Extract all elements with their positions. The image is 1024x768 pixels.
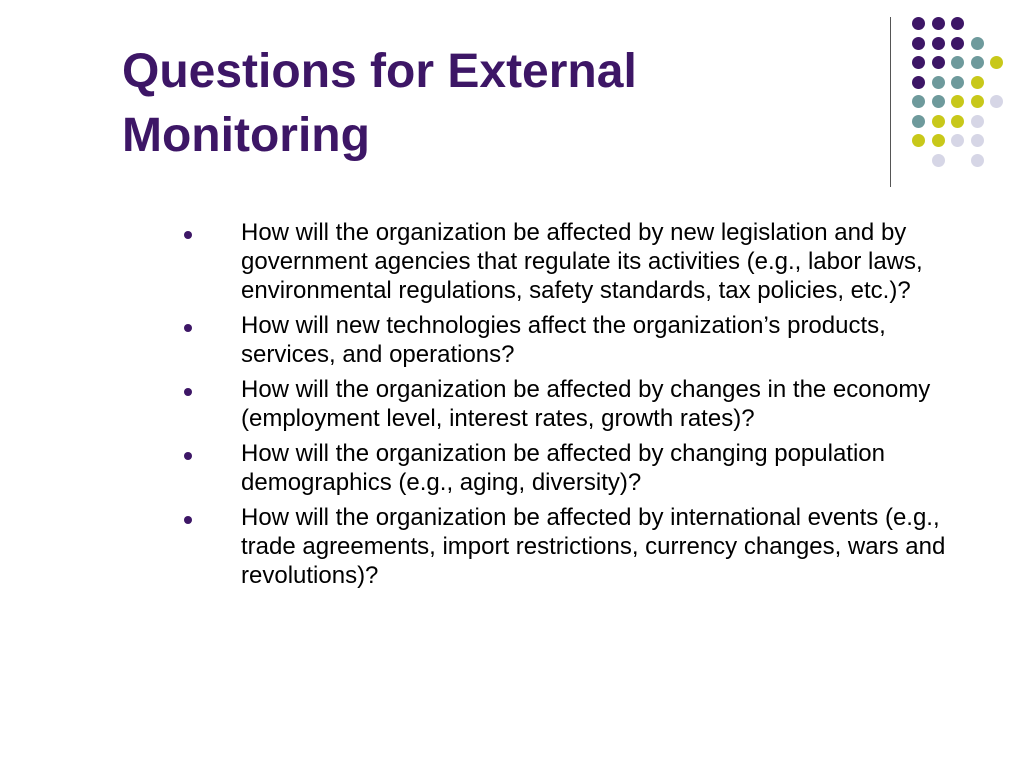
decorative-dot (912, 37, 925, 50)
decorative-dot (971, 134, 984, 147)
title-divider-line (890, 17, 891, 187)
bullet-text: How will the organization be affected by international events (e.g., trade agreements, import restrictions, currency changes, wars and revolutions)? (241, 504, 946, 589)
bullet-item (180, 503, 950, 590)
decorative-dot (951, 95, 964, 108)
slide-title-line-2: Monitoring (122, 109, 370, 162)
decorative-dot (912, 76, 925, 89)
decorative-dot (951, 56, 964, 69)
slide-title (122, 40, 862, 168)
decorative-dot (951, 115, 964, 128)
bullet-list (180, 218, 950, 596)
decorative-dot (912, 56, 925, 69)
bullet-item (180, 375, 950, 433)
decorative-dot (932, 37, 945, 50)
decorative-dot (971, 56, 984, 69)
decorative-dot (932, 95, 945, 108)
bullet-marker-icon (184, 388, 192, 396)
bullet-marker-icon (184, 516, 192, 524)
decorative-dot (932, 115, 945, 128)
bullet-marker-icon (184, 452, 192, 460)
decorative-dot (971, 154, 984, 167)
decorative-dot (932, 154, 945, 167)
decorative-dot (912, 95, 925, 108)
decorative-dot (971, 95, 984, 108)
decorative-dot (971, 115, 984, 128)
decorative-dot (951, 17, 964, 30)
slide-title-line-1: Questions for External (122, 45, 637, 98)
decorative-dot (932, 134, 945, 147)
bullet-marker-icon (184, 324, 192, 332)
bullet-item (180, 439, 950, 497)
bullet-marker-icon (184, 231, 192, 239)
bullet-text: How will the organization be affected by changes in the economy (employment level, interest rates, growth rates)? (241, 376, 931, 432)
decorative-dot (932, 17, 945, 30)
decorative-dot (912, 134, 925, 147)
bullet-text: How will the organization be affected by new legislation and by government agencies that regulate its activities (e.g., labor laws, environmental regulations, safety standards, tax policies, etc.)? (241, 219, 923, 304)
decorative-dot (951, 134, 964, 147)
decorative-dot (971, 37, 984, 50)
decorative-dot (951, 37, 964, 50)
bullet-text: How will the organization be affected by changing population demographics (e.g., aging, diversity)? (241, 440, 885, 496)
decorative-dot (971, 76, 984, 89)
bullet-item (180, 218, 950, 305)
decorative-dot (912, 115, 925, 128)
bullet-item (180, 311, 950, 369)
decorative-dot (912, 17, 925, 30)
decorative-dot (932, 56, 945, 69)
decorative-dot (951, 76, 964, 89)
bullet-text: How will new technologies affect the organization’s products, services, and operations? (241, 312, 886, 368)
decorative-dot (990, 56, 1003, 69)
decorative-dot (932, 76, 945, 89)
decorative-dot (990, 95, 1003, 108)
